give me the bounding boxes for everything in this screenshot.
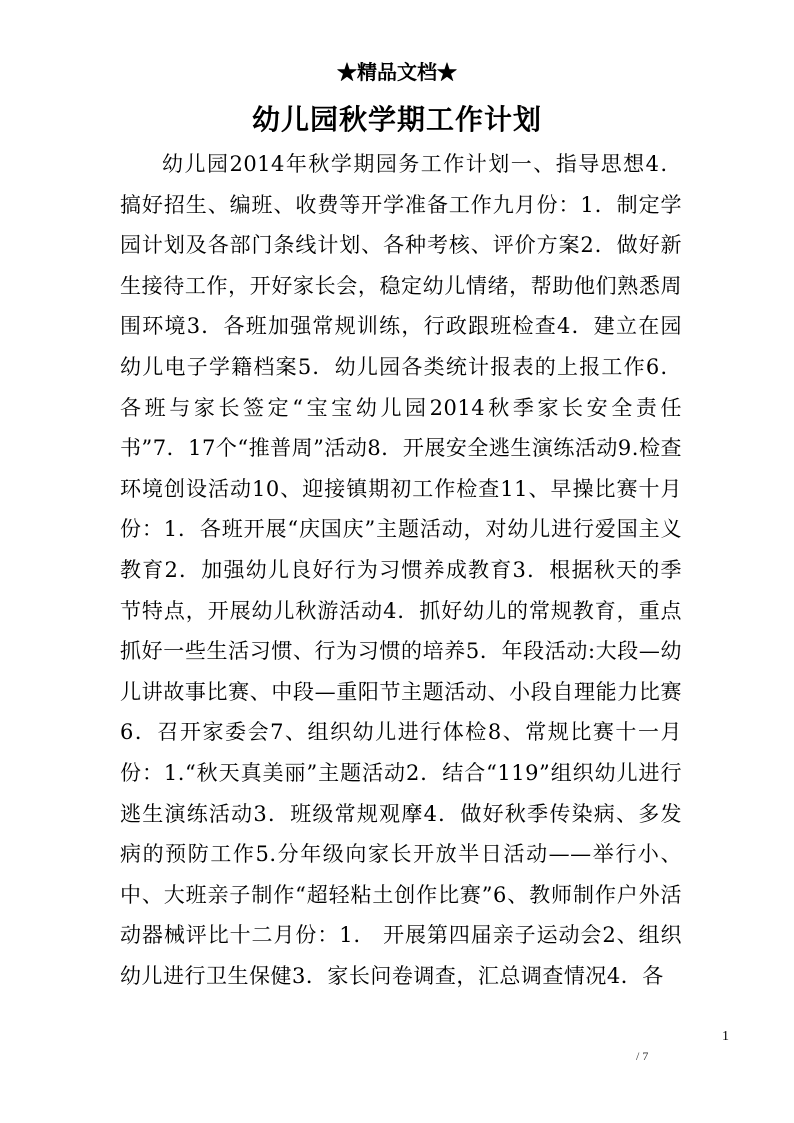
document-banner: ★精品文档★	[337, 60, 457, 84]
page-count: / 7	[636, 1049, 649, 1063]
document-title: 幼儿园秋学期工作计划	[251, 103, 542, 136]
page-number: 1	[722, 1029, 729, 1044]
document-body-paragraph: 幼儿园2014年秋学期园务工作计划一、指导思想4．搞好招生、编班、收费等开学准备工作九月份：1．制定学园计划及各部门条线计划、各种考核、评价方案2．做好新生接待工作，开好家长会，稳定幼儿情绪，帮助他们熟悉周围环境3．各班加强常规训练，行政跟班检查4．建立在园幼儿电子学籍档案5．幼儿园各类统计报表的上报工作6．各班与家长签定“宝宝幼儿园2014秋季家长安全责任书”7．17个“推普周”活动8．开展安全逃生演练活动9.检查环境创设活动10、迎接镇期初工作检查11、早操比赛十月份：1．各班开展“庆国庆”主题活动，对幼儿进行爱国主义教育2．加强幼儿良好行为习惯养成教育3．根据秋天的季节特点，开展幼儿秋游活动4．抓好幼儿的常规教育，重点抓好一些生活习惯、行为习惯的培养5．年段活动:大段—幼儿讲故事比赛、中段—重阳节主题活动、小段自理能力比赛6．召开家委会7、组织幼儿进行体检8、常规比赛十一月份：1.“秋天真美丽”主题活动2．结合“119”组织幼儿进行逃生演练活动3．班级常规观摩4．做好秋季传染病、多发病的预防工作5.分年级向家长开放半日活动——举行小、中、大班亲子制作“超轻粘土创作比赛”6、教师制作户外活动器械评比十二月份：1． 开展第四届亲子运动会2、组织幼儿进行卫生保健3．家长问卷调查，汇总调查情况4．各	[120, 152, 682, 988]
